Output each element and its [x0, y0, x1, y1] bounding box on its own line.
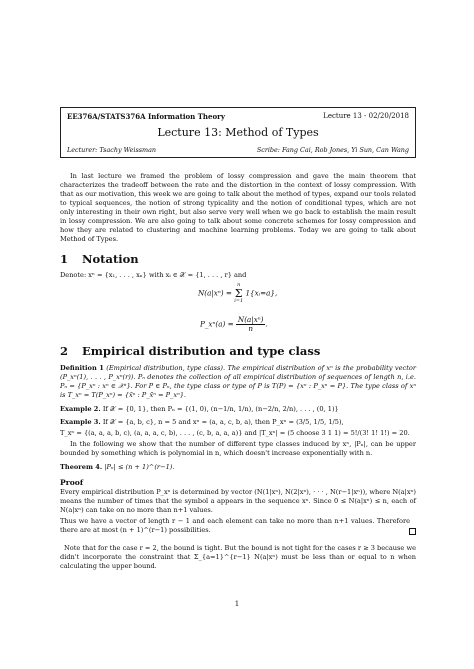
- theorem-text: |Pₙ| ≤ (n + 1)^(r−1).: [104, 463, 175, 471]
- notation-text: Denote: xⁿ = {x₁, . . . , xₙ} with xᵢ ∈ 𝒳 = {1, . . . , r} and: [60, 271, 247, 279]
- proof-conclusion: Thus we have a vector of length r − 1 and each element can take no more than n+1 values. Therefore there are at most (n + 1)^(r−1) possibilities.: [60, 517, 410, 534]
- note-paragraph: Note that for the case r = 2, the bound is tight. But the bound is not tight for the cases r ≥ 3 because we didn't incorporate the constraint that Σ_{a=1}^{r−1} N(a|xⁿ) must be less than or equal to n when calculating the upper bound.: [60, 544, 416, 570]
- example-label: Example 3.: [60, 418, 101, 426]
- lecture-header-box: [60, 107, 416, 158]
- equation-lhs: N(a|xⁿ) =: [198, 288, 232, 298]
- lecture-date: Lecture 13 - 02/20/2018: [323, 112, 409, 120]
- section-number: 2: [60, 344, 69, 358]
- theorem-4: [60, 463, 416, 472]
- scribes: Scribe: Fang Cai, Rob Jones, Yi Sun, Can Wang: [256, 146, 409, 154]
- definition-text: (Empirical distribution, type class). The empirical distribution of xⁿ is the probability vector (P_xⁿ(1), . . . , P_xⁿ(r)). Pₙ denotes the collection of all empirical distribution of sequences of length n, i.e. Pₙ = {P_xⁿ : xⁿ ∈ 𝒳ⁿ}. For P ∈ Pₙ, the type class or type of P is T(P) = {xⁿ : P_xⁿ = P}. The type class of xⁿ is T_xⁿ = T(P_xⁿ) = {x̃ⁿ : P_x̃ⁿ = P_xⁿ}.: [60, 364, 416, 399]
- equation-empirical: [200, 316, 268, 333]
- fraction: [236, 316, 266, 333]
- course-name: EE376A/STATS376A Information Theory: [67, 112, 225, 121]
- section-title: Notation: [82, 252, 139, 266]
- example-3: [60, 418, 416, 427]
- example-label: Example 2.: [60, 405, 101, 413]
- lecture-title: Lecture 13: Method of Types: [157, 126, 319, 139]
- summation-symbol: n Σ i=1: [234, 282, 244, 304]
- proof-paragraph: Every empirical distribution P_xⁿ is determined by vector (N(1|xⁿ), N(2|xⁿ), · · · , N(r−1|xⁿ)), where N(a|xⁿ) means the number of times that the symbol a appears in the sequence xⁿ. Since 0 ≤ N(a|xⁿ) ≤ n, each of N(a|xⁿ) can take on no more than n+1 values.: [60, 488, 416, 514]
- equation-end: .: [265, 319, 268, 329]
- proof-title: Proof: [60, 478, 84, 487]
- definition-label: Definition 1: [60, 364, 104, 372]
- example-3-type-class: T_xⁿ = {(a, a, a, b, c), (a, a, a, c, b), . . . , (c, b, a, a, a)} and |T_xⁿ| = (5 choose 3 1 1) = 5!/(3! 1! 1!) = 20.: [60, 429, 410, 437]
- definition-block: [60, 364, 416, 400]
- lecturer: Lecturer: Tsachy Weissman: [67, 146, 157, 154]
- example-text: If 𝒳 = {0, 1}, then Pₙ = {(1, 0), (n−1/n, 1/n), (n−2/n, 2/n), . . . , (0, 1)}: [102, 405, 339, 413]
- qed-box: [409, 528, 416, 535]
- following-paragraph: In the following we show that the number of different type classes induced by xⁿ, |Pₙ|, can be upper bounded by something which is polynomial in n, which doesn't increase exponentially with n.: [60, 440, 416, 457]
- section-title: Empirical distribution and type class: [82, 344, 321, 358]
- denominator: n: [248, 324, 254, 333]
- example-text: If 𝒳 = {a, b, c}, n = 5 and xⁿ = (a, a, c, b, a), then P_xⁿ = (3/5, 1/5, 1/5),: [102, 418, 344, 426]
- page-number: 1: [234, 600, 240, 608]
- sum-upper: n: [237, 282, 241, 288]
- equation-count: [198, 283, 277, 304]
- equation-lhs: P_xⁿ(a) =: [200, 319, 234, 329]
- sum-lower: i=1: [234, 298, 244, 304]
- numerator: N(a|xⁿ): [237, 315, 264, 324]
- section-number: 1: [60, 252, 69, 266]
- theorem-label: Theorem 4.: [60, 463, 103, 471]
- section-heading-notation: [60, 252, 139, 266]
- example-2: [60, 405, 416, 414]
- intro-paragraph: In last lecture we framed the problem of lossy compression and gave the main theorem that characterizes the tradeoff between the rate and the distortion in the context of lossy compression. With that as our motivation, this week we are going to talk about the method of types, expand our tools related to typical sequences, the notion of strong typicality and the notion of conditional types, which are not only interesting in their own right, but also serve very well when we go back to establish the main result in lossy compression. We are also going to talk about some concrete schemes for lossy compression and how they are related to clustering and machine learning problems. Today we are going to talk about Method of Types.: [60, 172, 416, 243]
- section-heading-empirical: [60, 344, 320, 358]
- equation-rhs: 1{xᵢ=a},: [245, 288, 278, 298]
